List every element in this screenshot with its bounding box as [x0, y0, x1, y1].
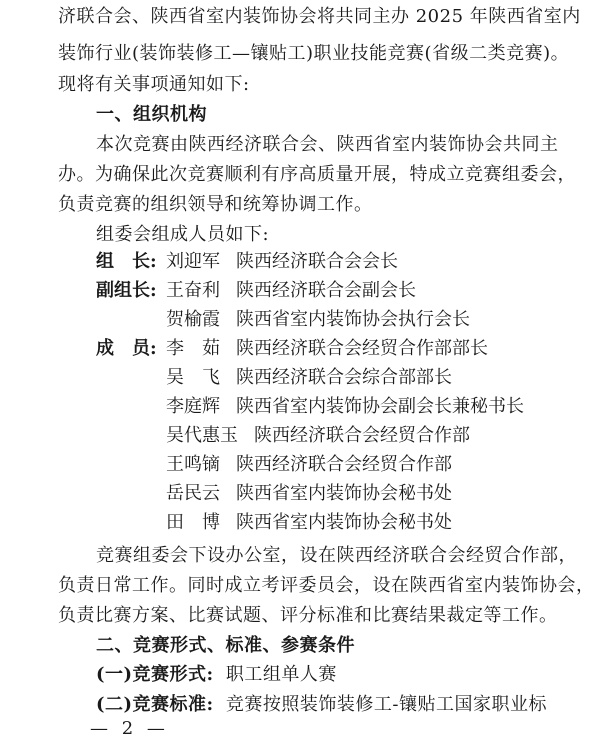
member-role: 副组长:: [96, 280, 157, 301]
member-name: 吴代惠玉: [166, 425, 238, 446]
member-name: 岳民云: [166, 483, 220, 504]
member-role: 成 员:: [96, 338, 157, 359]
sub2-label: (二)竞赛标准:: [96, 694, 214, 715]
member-title: 陕西经济联合会经贸合作部部长: [236, 338, 488, 359]
sub2-value: 竞赛按照装饰装修工-镶贴工国家职业标: [225, 694, 548, 715]
section2-heading: 二、竞赛形式、标准、参赛条件: [96, 635, 355, 656]
sub2-line: [96, 692, 547, 718]
member-title: 陕西省室内装饰协会执行会长: [236, 309, 470, 330]
member-title: 陕西经济联合会综合部部长: [236, 367, 452, 388]
office-line-1: 竞赛组委会下设办公室，设在陕西经济联合会经贸合作部，: [96, 545, 577, 566]
member-title: 陕西经济联合会副会长: [236, 280, 416, 301]
office-line-3: 负责比赛方案、比赛试题、评分标准和比赛结果裁定等工作。: [58, 605, 558, 626]
member-title: 陕西省室内装饰协会副会长兼秘书长: [236, 396, 524, 417]
member-name: 李庭辉: [166, 396, 220, 417]
member-name: 王奋利: [166, 280, 220, 301]
intro-line-3: 现将有关事项通知如下:: [58, 74, 250, 95]
member-name: 李 茹: [166, 338, 220, 359]
member-name: 刘迎军: [166, 251, 220, 272]
section1-line-1: 本次竞赛由陕西经济联合会、陕西省室内装饰协会共同主: [96, 134, 559, 155]
member-role: 组 长:: [96, 251, 157, 272]
sub1-label: (一)竞赛形式:: [96, 664, 214, 685]
sub1-value: 职工组单人赛: [225, 664, 337, 685]
member-title: 陕西经济联合会会长: [236, 251, 398, 272]
intro-line-2: 装饰行业(装饰装修工—镶贴工)职业技能竞赛(省级二类竞赛)。: [58, 43, 570, 64]
section1-line-2: 办。为确保此次竞赛顺利有序高质量开展，特成立竞赛组委会，: [58, 164, 576, 185]
page-number: — 2 —: [90, 718, 169, 739]
member-title: 陕西省室内装饰协会秘书处: [236, 483, 452, 504]
member-title: 陕西省室内装饰协会秘书处: [236, 512, 452, 533]
member-name: 王鸣镝: [166, 454, 220, 475]
section1-heading: 一、组织机构: [96, 104, 207, 125]
member-name: 贺榆霞: [166, 309, 220, 330]
members-intro: 组委会组成人员如下:: [96, 224, 270, 245]
member-name: 吴 飞: [166, 367, 220, 388]
office-line-2: 负责日常工作。同时成立考评委员会，设在陕西省室内装饰协会，: [58, 575, 595, 596]
sub1-line: [96, 662, 337, 688]
member-name: 田 博: [166, 512, 220, 533]
member-title: 陕西经济联合会经贸合作部: [236, 454, 452, 475]
intro-line-1: 济联合会、陕西省室内装饰协会将共同主办 2025 年陕西省室内: [58, 6, 581, 27]
section1-line-3: 负责竞赛的组织领导和统筹协调工作。: [58, 194, 373, 215]
member-title: 陕西经济联合会经贸合作部: [254, 425, 470, 446]
